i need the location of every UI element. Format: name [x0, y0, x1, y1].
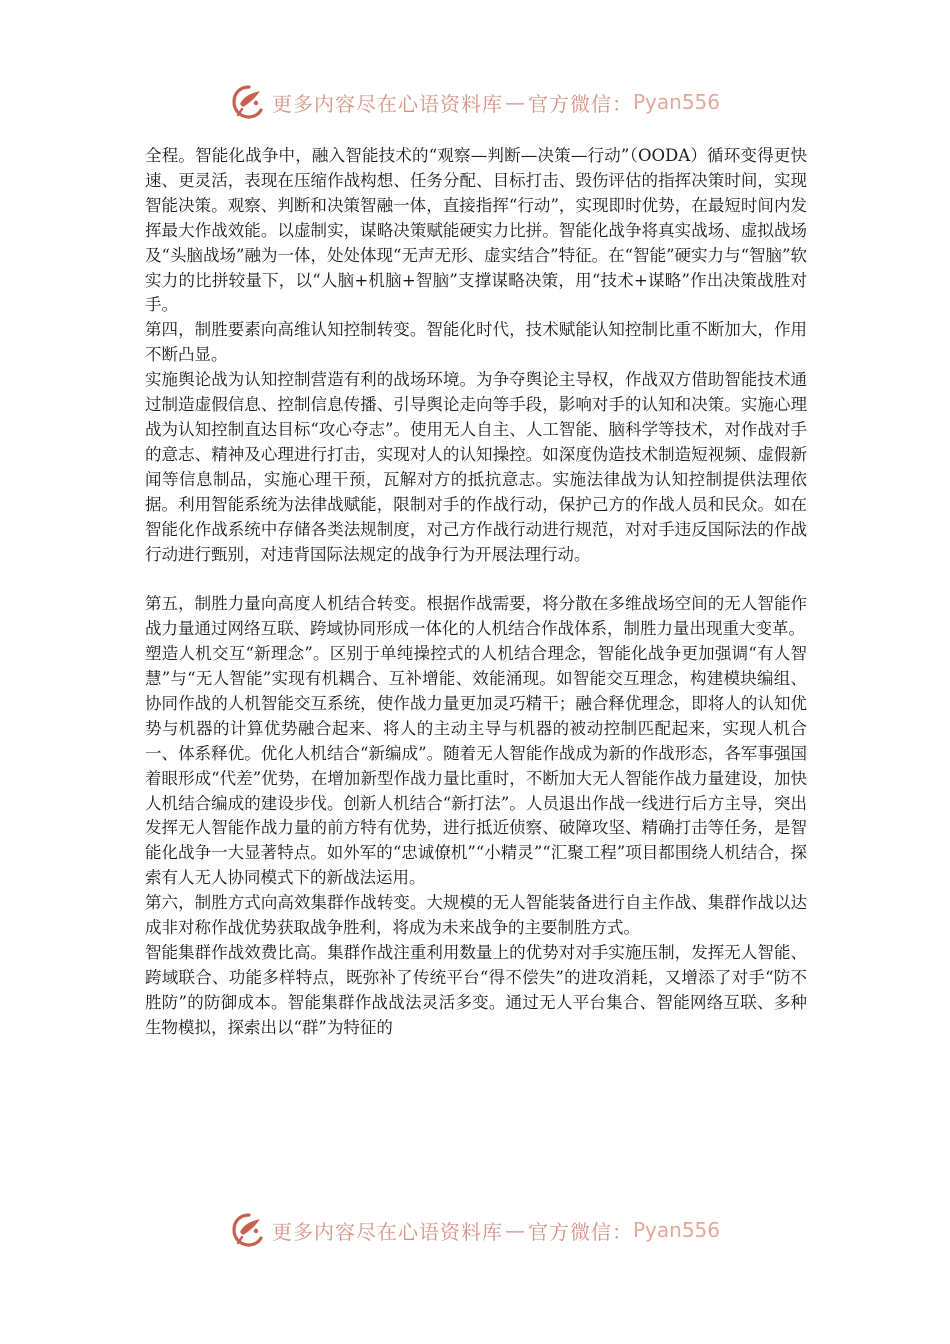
header-banner: [0, 80, 950, 124]
banner-handle: Pyan556: [632, 1218, 720, 1242]
brush-logo-icon: [230, 83, 268, 121]
paragraph-3: 实施舆论战为认知控制营造有利的战场环境。为争夺舆论主导权，作战双方借助智能技术通过制造虚假信息、控制信息传播、引导舆论走向等手段，影响对手的认知和决策。实施心理战为认知控制直达目标“攻心夺志”。使用无人自主、人工智能、脑科学等技术，对作战对手的意志、精神及心理进行打击，实现对人的认知操控。如深度伪造技术制造短视频、虚假新闻等信息制品，实施心理干预，瓦解对方的抵抗意志。实施法律战为认知控制提供法理依据。利用智能系统为法律战赋能，限制对手的作战行动，保护己方的作战人员和民众。如在智能化作战系统中存储各类法规制度，对己方作战行动进行规范，对对手违反国际法的作战行动进行甄别，对违背国际法规定的战争行为开展法理行动。: [145, 370, 807, 564]
paragraph-6: 第六，制胜方式向高效集群作战转变。大规模的无人智能装备进行自主作战、集群作战以达成非对称作战优势获取战争胜利，将成为未来战争的主要制胜方式。: [145, 893, 807, 938]
paragraph-1: 全程。智能化战争中，融入智能技术的“观察—判断—决策—行动”（OODA）循环变得更快速、更灵活，表现在压缩作战构想、任务分配、目标打击、毁伤评估的指挥决策时间，实现智能决策。观察、判断和决策智融一体，直接指挥“行动”，实现即时优势，在最短时间内发挥最大作战效能。以虚制实，谋略决策赋能硬实力比拼。智能化战争将真实战场、虚拟战场及“头脑战场”融为一体，处处体现“无声无形、虚实结合”特征。在“智能”硬实力与“智脑”软实力的比拼较量下，以“人脑+机脑+智脑”支撑谋略决策，用“技术+谋略”作出决策战胜对手。: [145, 146, 807, 315]
paragraph-4: 第五，制胜力量向高度人机结合转变。根据作战需要，将分散在多维战场空间的无人智能作战力量通过网络互联、跨域协同形成一体化的人机结合作战体系，制胜力量出现重大变革。: [145, 594, 807, 639]
paragraph-2: 第四，制胜要素向高维认知控制转变。智能化时代，技术赋能认知控制比重不断加大，作用不断凸显。: [145, 320, 807, 365]
banner-contact-label: 官方微信：: [527, 1219, 633, 1244]
banner-separator: —: [504, 90, 526, 114]
banner-slogan: 更多内容尽在心语资料库: [271, 1219, 503, 1244]
paragraph-5: 塑造人机交互“新理念”。区别于单纯操控式的人机结合理念，智能化战争更加强调“有人智慧”与“无人智能”实现有机耦合、互补增能、效能涌现。如智能交互理念，构建模块编组、协同作战的人机智能交互系统，使作战力量更加灵巧精干；融合释优理念，即将人的认知优势与机器的计算优势融合起来、将人的主动主导与机器的被动控制匹配起来，实现人机合一、体系释优。优化人机结合“新编成”。随着无人智能作战成为新的作战形态，各军事强国着眼形成“代差”优势，在增加新型作战力量比重时，不断加大无人智能作战力量建设，加快人机结合编成的建设步伐。创新人机结合“新打法”。人员退出作战一线进行后方主导，突出发挥无人智能作战力量的前方特有优势，进行抵近侦察、破障攻坚、精确打击等任务，是智能化战争一大显著特点。如外军的“忠诚僚机”“小精灵”“汇聚工程”项目都围绕人机结合，探索有人无人协同模式下的新战法运用。: [145, 644, 807, 888]
banner-separator: —: [504, 1218, 526, 1242]
banner-contact-label: 官方微信：: [527, 91, 633, 116]
banner-slogan: 更多内容尽在心语资料库: [271, 91, 503, 116]
document-body: [145, 144, 807, 1041]
brush-logo-icon: [230, 1211, 268, 1249]
paragraph-7: 智能集群作战效费比高。集群作战注重利用数量上的优势对对手实施压制，发挥无人智能、跨域联合、功能多样特点，既弥补了传统平台“得不偿失”的进攻消耗，又增添了对手“防不胜防”的防御成本。智能集群作战战法灵活多变。通过无人平台集合、智能网络互联、多种生物模拟，探索出以“群”为特征的: [145, 942, 807, 1037]
footer-banner: [0, 1208, 950, 1252]
banner-handle: Pyan556: [632, 90, 720, 114]
